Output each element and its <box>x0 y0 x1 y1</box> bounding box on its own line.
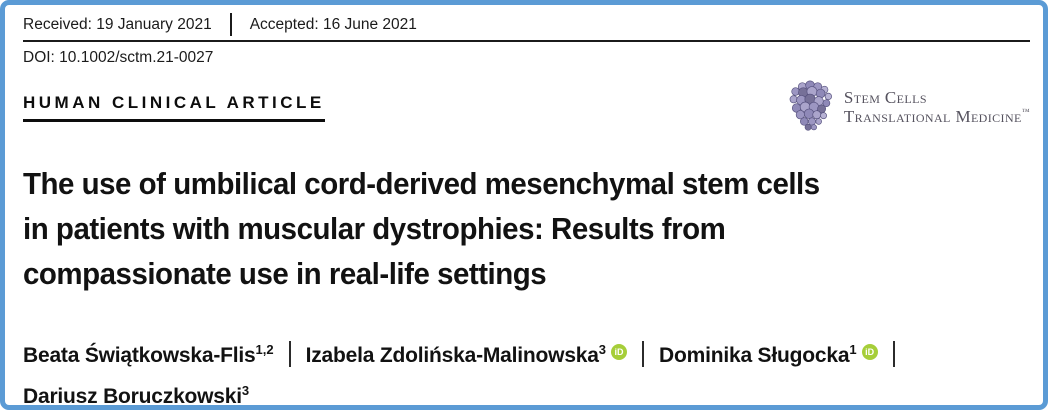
author-4: Dariusz Boruczkowski$^3$ <box>23 383 250 408</box>
orcid-icon[interactable]: iD <box>611 344 627 360</box>
receipt-dates-row <box>23 13 1030 36</box>
trademark-symbol: ™ <box>1021 107 1030 116</box>
article-title-line1: The use of umbilical cord-derived mesenchymal stem cells <box>23 166 820 201</box>
author-list <box>23 336 1030 418</box>
header-rule <box>23 40 1030 42</box>
received-accepted-divider <box>230 13 232 36</box>
article-title-line2: in patients with muscular dystrophies: Results from <box>23 211 726 246</box>
section-label: HUMAN CLINICAL ARTICLE <box>23 93 325 122</box>
article-title <box>23 161 980 296</box>
author-1-affiliations: 1,2 <box>255 342 274 357</box>
journal-name-line1: Stem Cells <box>843 88 927 107</box>
journal-name <box>844 88 1030 126</box>
cell-cluster-icon <box>785 80 837 134</box>
doi-text: DOI: 10.1002/sctm.21-0027 <box>23 49 214 66</box>
author-3-affiliations: 1 <box>849 342 857 357</box>
author-separator <box>289 341 291 367</box>
page-content <box>23 0 1030 418</box>
author-2-affiliations: 3 <box>598 342 606 357</box>
orcid-icon[interactable]: iD <box>862 344 878 360</box>
received-date: Received: 19 January 2021 <box>23 15 212 33</box>
accepted-date: Accepted: 16 June 2021 <box>249 15 417 33</box>
author-3: Dominika Sługocka$^1$ iD <box>659 344 878 367</box>
author-separator <box>893 341 895 367</box>
author-separator <box>642 341 644 367</box>
journal-logo <box>785 80 1030 134</box>
journal-name-line2: Translational Medicine™ <box>843 107 1030 126</box>
section-header-row <box>23 80 1030 134</box>
author-1: Beata Świątkowska-Flis$^{1,2}$ <box>23 342 274 367</box>
author-4-affiliations: 3 <box>241 383 250 398</box>
author-2: Izabela Zdolińska-Malinowska$^3$ iD <box>306 344 627 367</box>
article-title-line3: compassionate use in real-life settings <box>23 256 547 291</box>
